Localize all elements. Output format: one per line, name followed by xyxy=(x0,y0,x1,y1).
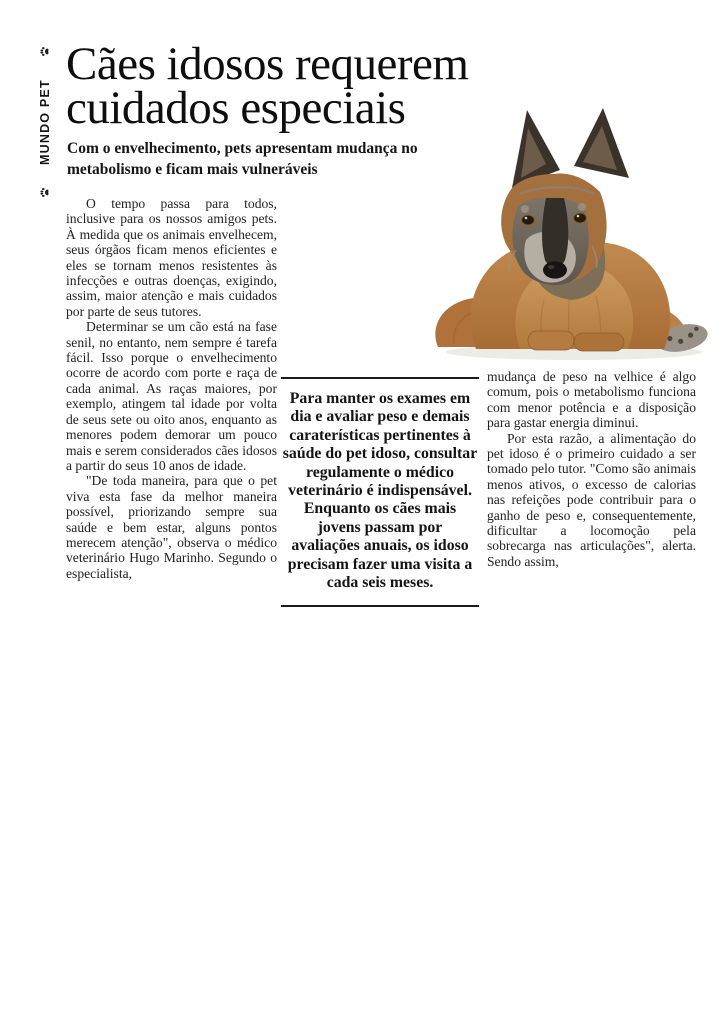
dog-illustration xyxy=(424,100,722,364)
article-column-1 xyxy=(66,196,277,581)
pull-quote: Para manter os exames em dia e avaliar peso e demais caraterísticas pertinentes à saúde do pet idoso, consultar regulamente o médico veterinário é indispensável. Enquanto os cães mais jovens passam por avaliações anuais, os idoso precisam fazer uma visita a cada seis meses. xyxy=(281,377,479,607)
paragraph: "De toda maneira, para que o pet viva esta fase da melhor maneira possível, priorizando sempre sua saúde e bem estar, alguns pontos merecem atenção", observa o médico veterinário Hugo Marinho. Segundo o especialista, xyxy=(66,473,277,581)
paragraph: Determinar se um cão está na fase senil, no entanto, nem sempre é tarefa fácil. Isso porque o envelhecimento ocorre de acordo com porte e raça de cada animal. As raças maiores, por exemplo, atingem tal idade por volta de seus sete ou oito anos, enquanto as menores podem demorar um pouco mais e serem considerados cães idosos a partir do seus 10 anos de idade. xyxy=(66,319,277,473)
section-label: MUNDO PET xyxy=(38,79,52,165)
article-column-3 xyxy=(487,369,696,569)
senior-dog-photo xyxy=(424,100,722,364)
title-line-1: Cães idosos requerem xyxy=(66,38,469,90)
paw-icon xyxy=(38,187,52,198)
section-masthead xyxy=(38,46,60,198)
article-deck: Com o envelhecimento, pets apresentam mudança no metabolismo e ficam mais vulneráveis xyxy=(67,140,418,178)
paragraph: O tempo passa para todos, inclusive para os nossos amigos pets. À medida que os animais envelhecem, seus órgãos ficam menos eficientes e eles se tornam menos resistentes às infecções e outras doenças, exigindo, assim, maior atenção e mais cuidados por parte de seus tutores. xyxy=(66,196,277,319)
title-line-2: cuidados especiais xyxy=(66,82,406,134)
paragraph: Por esta razão, a alimentação do pet idoso é o primeiro cuidado a ser tomado pelo tutor. "Como são animais menos ativos, o excesso de calorias nas refeições pode contribuir para o ganho de peso e, consequentemente, dificultar a locomoção pela sobrecarga nas articulações", alerta. Sendo assim, xyxy=(487,430,696,569)
paw-icon xyxy=(38,46,52,57)
paragraph: mudança de peso na velhice é algo comum, pois o metabolismo funciona com menor potência e a disposição para gastar energia diminui. xyxy=(487,369,696,431)
